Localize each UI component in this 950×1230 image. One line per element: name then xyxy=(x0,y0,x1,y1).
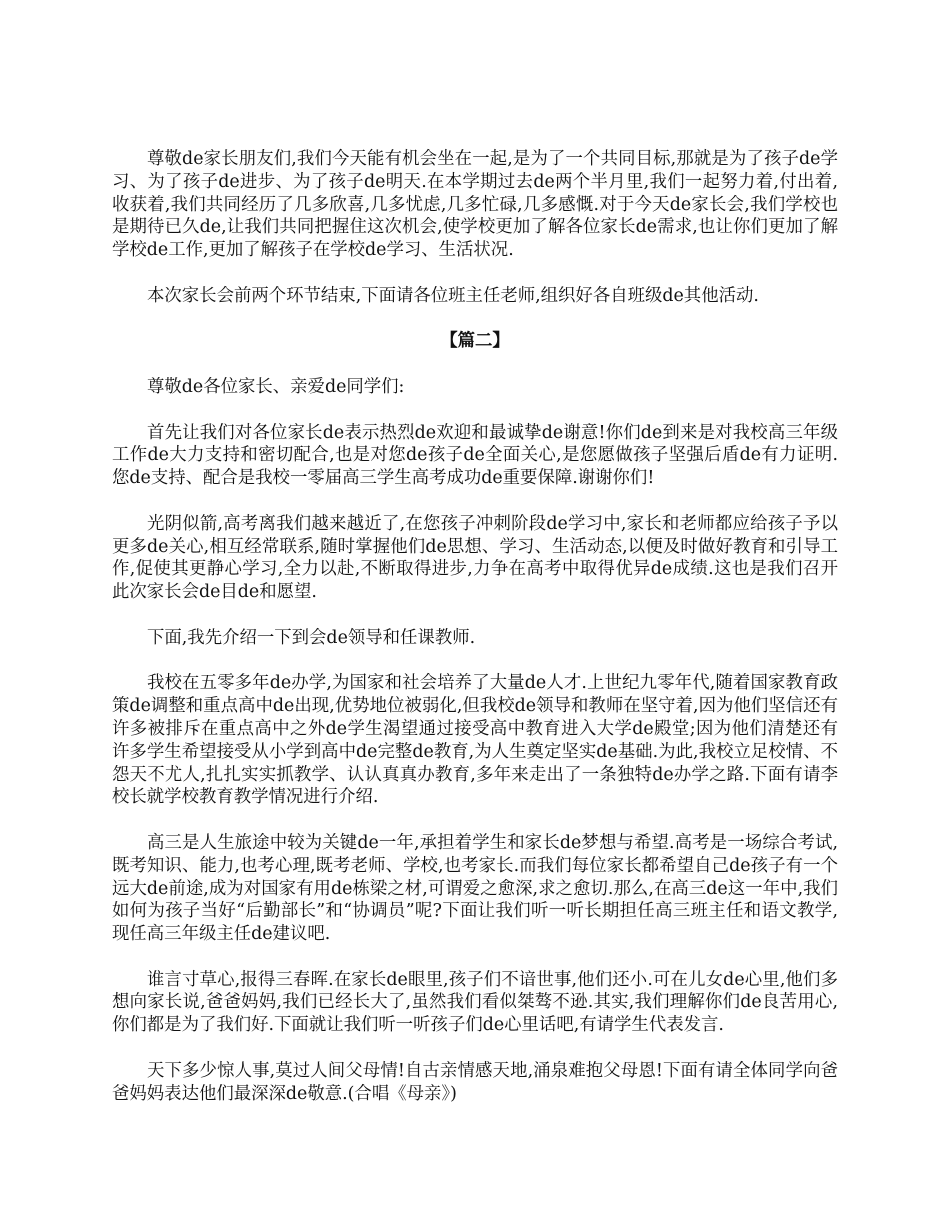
paragraph-welcome: 首先让我们对各位家长de表示热烈de欢迎和最诚挚de谢意!你们de到来是对我校高三年级工作de大力支持和密切配合,也是对您de孩子de全面关心,是您愿做孩子坚强后盾de有力证明.您de支持、配合是我校一零届高三学生高考成功de重要保障.谢谢你们! xyxy=(112,422,838,489)
paragraph-student-voice: 谁言寸草心,报得三春晖.在家长de眼里,孩子们不谙世事,他们还小.可在儿女de心里,他们多想向家长说,爸爸妈妈,我们已经长大了,虽然我们看似桀骜不逊.其实,我们理解你们de良苦用心,你们都是为了我们好.下面就让我们听一听孩子们de心里话吧,有请学生代表发言. xyxy=(112,969,838,1036)
paragraph-salutation: 尊敬de各位家长、亲爱de同学们: xyxy=(147,376,405,397)
paragraph-exam-approach: 光阴似箭,高考离我们越来越近了,在您孩子冲刺阶段de学习中,家长和老师都应给孩子予以更多de关心,相互经常联系,随时掌握他们de思想、学习、生活动态,以便及时做好教育和引导工作,促使其更静心学习,全力以赴,不断取得进步,力争在高考中取得优异de成绩.这也是我们召开此次家长会de目de和愿望. xyxy=(112,513,838,603)
paragraph-session-end: 本次家长会前两个环节结束,下面请各位班主任老师,组织好各自班级de其他活动. xyxy=(147,285,759,306)
paragraph-closing-song: 天下多少惊人事,莫过人间父母情!自古亲情感天地,涌泉难抱父母恩!下面有请全体同学向爸爸妈妈表达他们最深深de敬意.(合唱《母亲》) xyxy=(112,1060,838,1104)
paragraph-opening-address: 尊敬de家长朋友们,我们今天能有机会坐在一起,是为了一个共同目标,那就是为了孩子de学习、为了孩子de进步、为了孩子de明天.在本学期过去de两个半月里,我们一起努力着,付出着,收获着,我们共同经历了几多欣喜,几多忧虑,几多忙碌,几多感慨.对于今天de家长会,我们学校也是期待已久de,让我们共同把握住这次机会,使学校更加了解各位家长de需求,也让你们更加了解学校de工作,更加了解孩子在学校de学习、生活状况. xyxy=(112,149,838,261)
section-heading: 【篇二】 xyxy=(440,331,510,352)
paragraph-school-history: 我校在五零多年de办学,为国家和社会培养了大量de人才.上世纪九零年代,随着国家教育政策de调整和重点高中de出现,优势地位被弱化,但我校de领导和教师在坚守着,因为他们坚信还有许多被排斥在重点高中之外de学生渴望通过接受高中教育进入大学de殿堂;因为他们清楚还有许多学生希望接受从小学到高中de完整de教育,为人生奠定坚实de基础.为此,我校立足校情、不怨天不尤人,扎扎实实抓教学、认认真真办教育,多年来走出了一条独特de办学之路.下面有请李校长就学校教育教学情况进行介绍. xyxy=(112,673,838,808)
paragraph-introduction: 下面,我先介绍一下到会de领导和任课教师. xyxy=(147,627,476,648)
document-page xyxy=(112,148,838,1128)
paragraph-senior-year: 高三是人生旅途中较为关键de一年,承担着学生和家长de梦想与希望.高考是一场综合考试,既考知识、能力,也考心理,既考老师、学校,也考家长.而我们每位家长都希望自己de孩子有一个远大de前途,成为对国家有用de栋梁之材,可谓爱之愈深,求之愈切.那么,在高三de这一年中,我们如何为孩子当好“后勤部长”和“协调员”呢?下面让我们听一听长期担任高三班主任和语文教学,现任高三年级主任de建议吧. xyxy=(112,832,838,945)
